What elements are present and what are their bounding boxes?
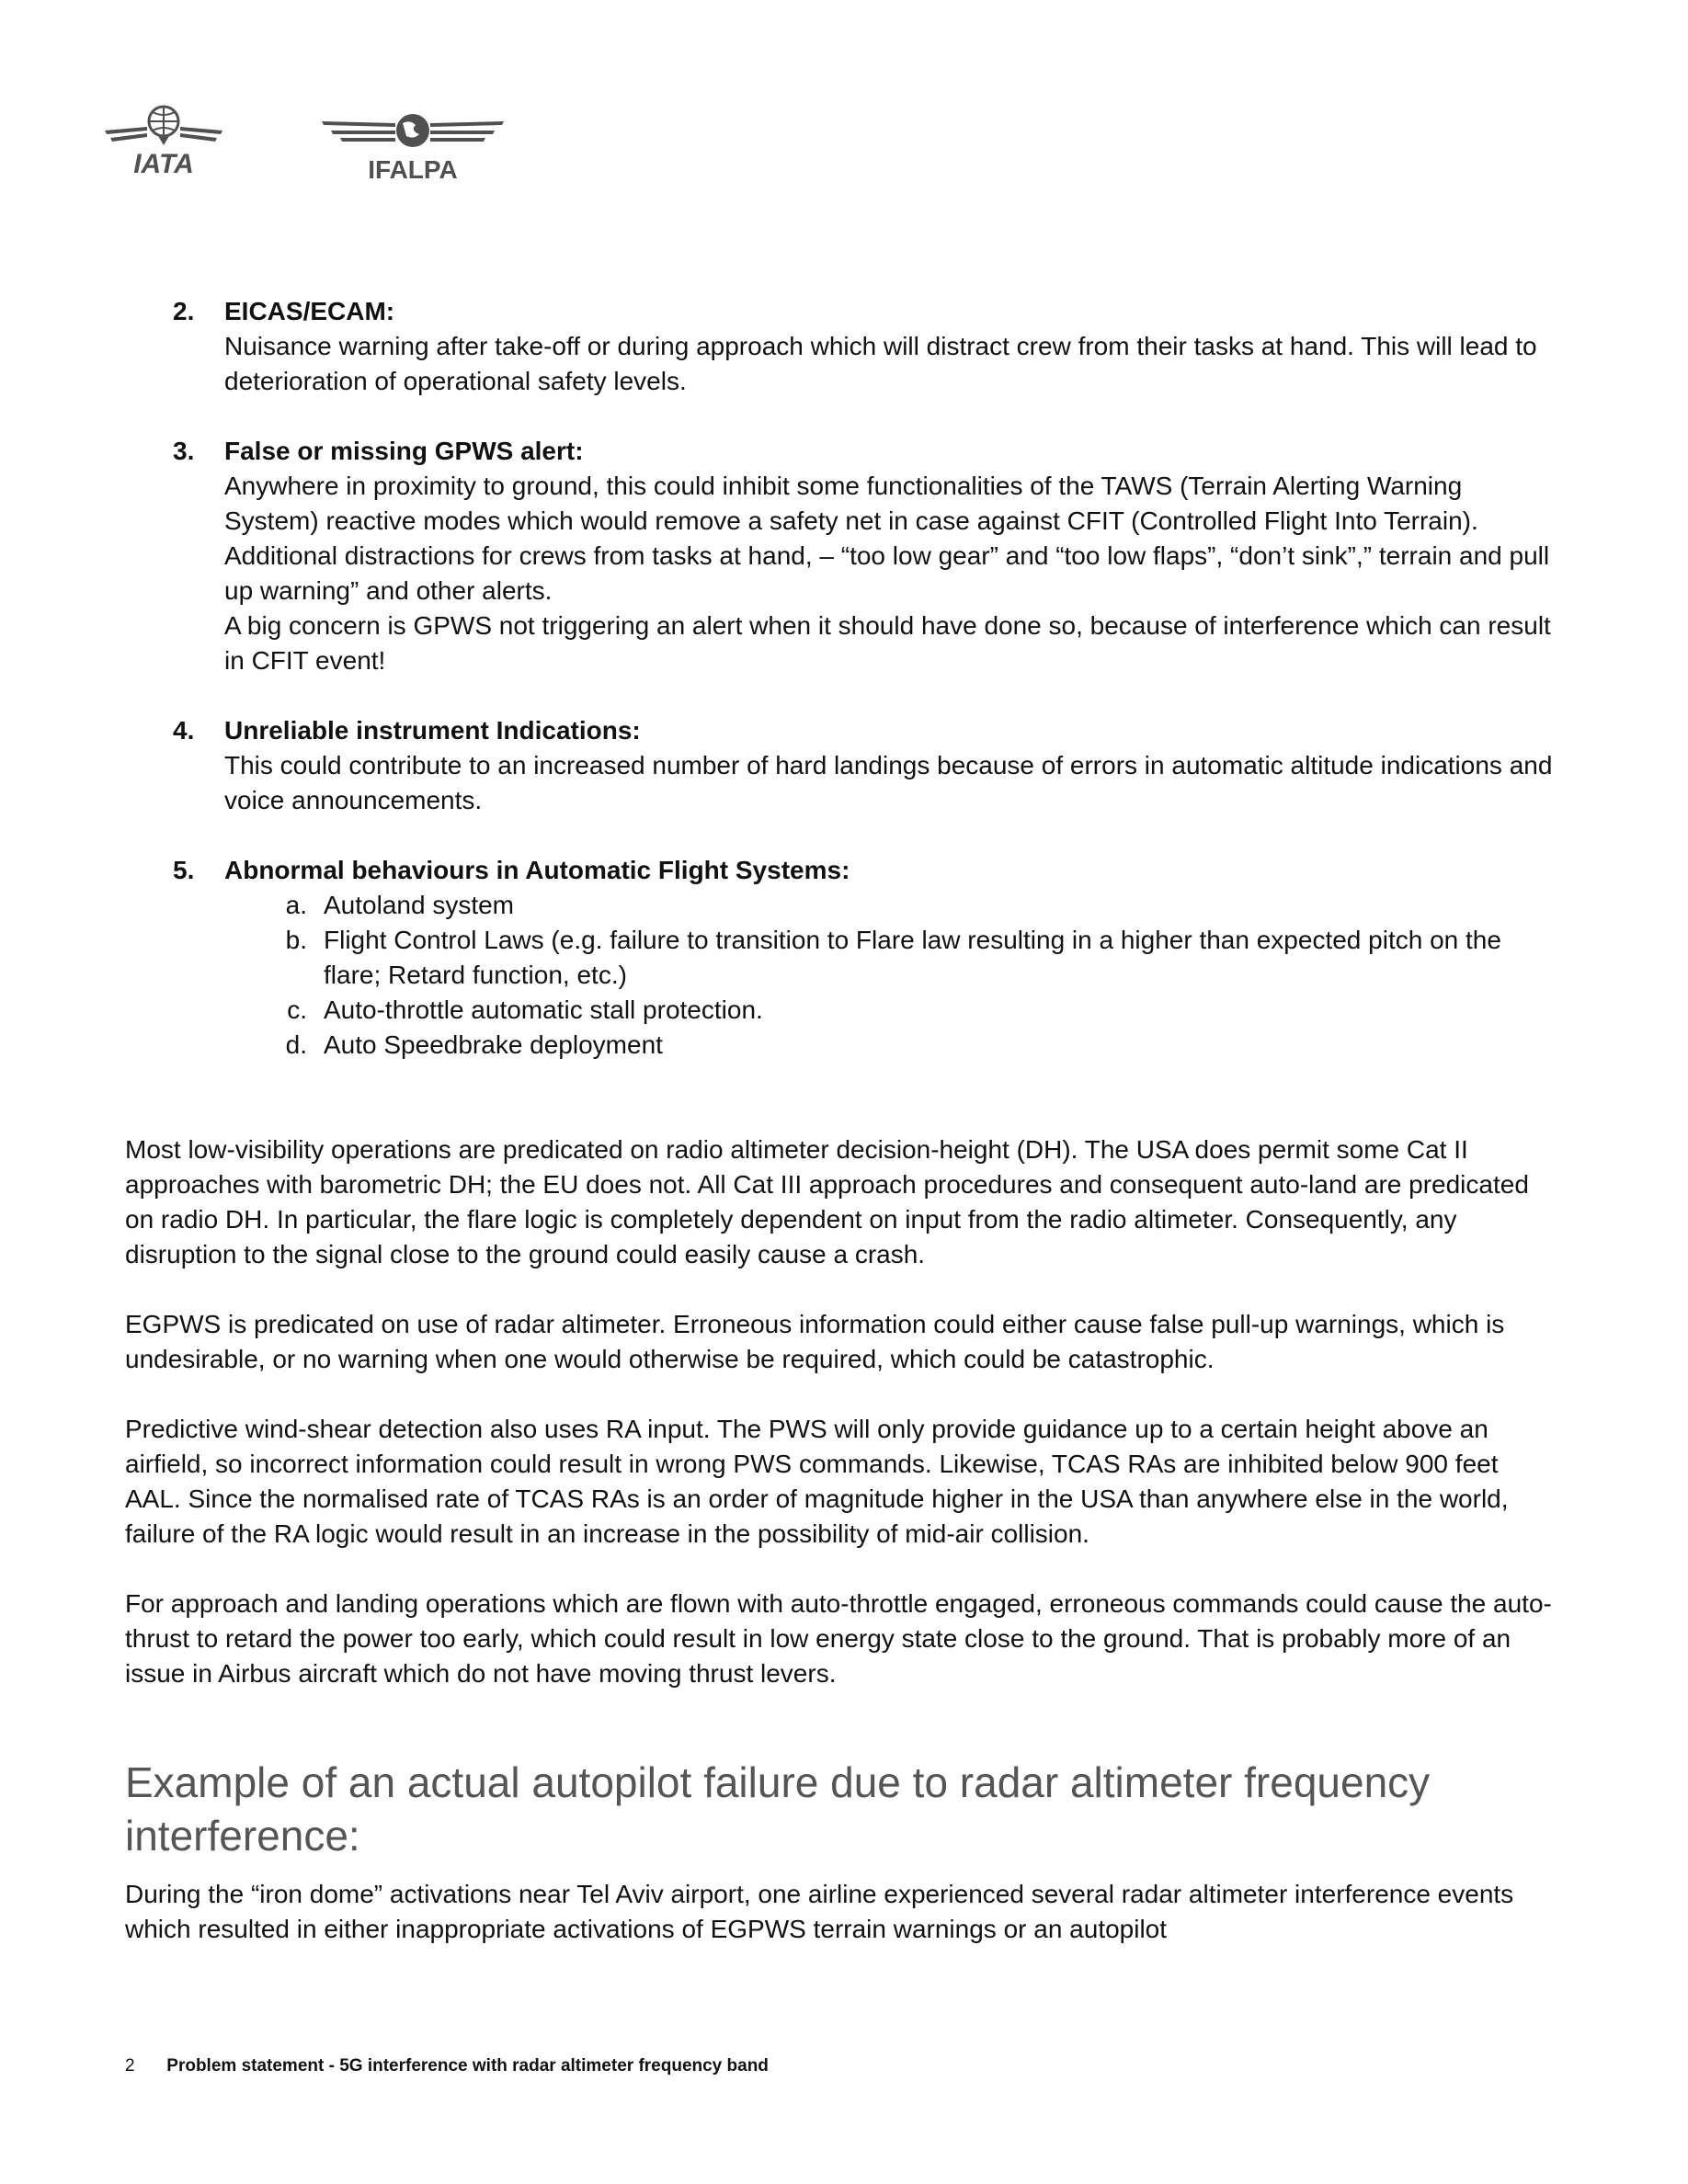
item-title: EICAS/ECAM: (224, 297, 395, 325)
sublist-item (224, 923, 1559, 993)
document-body (125, 294, 1559, 1982)
item-number: 4. (173, 716, 195, 745)
item-text: Additional distractions for crews from tasks at hand, – “too low gear” and “too low flaps”, “don’t sink”,” terrain and pull up warning” and other alerts. (224, 541, 1550, 605)
paragraph-windshear: Predictive wind-shear detection also uses RA input. The PWS will only provide guidance up to a certain height above an airfield, so incorrect information could result in wrong PWS commands. Likewise, TCAS RAs are inhibited below 900 feet AAL. Since the normalised rate of TCAS RAs is an order of magnitude higher in the USA than anywhere else in the world, failure of the RA logic would result in an increase in the possibility of mid-air collision. (125, 1415, 1509, 1548)
ifalpa-logo-text: IFALPA (368, 155, 458, 184)
item-number: 5. (173, 856, 195, 884)
sublist-item (224, 993, 1559, 1028)
sublist-item (224, 1028, 1559, 1063)
section-heading: Example of an actual autopilot failure due to radar altimeter frequency interference: (125, 1758, 1431, 1860)
paragraph-low-visibility: Most low-visibility operations are predicated on radio altimeter decision-height (DH). The USA does permit some Cat II approaches with barometric DH; the EU does not. All Cat III approach procedures and consequent auto-land are predicated on radio DH. In particular, the flare logic is completely dependent on input from the radio altimeter. Consequently, any disruption to the signal close to the ground could easily cause a crash. (125, 1135, 1529, 1268)
impact-list (125, 294, 1559, 1063)
item-title: Unreliable instrument Indications: (224, 716, 641, 745)
list-item-afs (125, 853, 1559, 1063)
iata-logo (103, 99, 224, 176)
sublist-text: Auto-throttle automatic stall protection. (324, 995, 763, 1024)
section-body: During the “iron dome” activations near Tel Aviv airport, one airline experienced several radar altimeter interference events which resulted in either inappropriate activations of EGPWS terrain warnings or an autopilot (125, 1880, 1514, 1943)
sublist-text: Auto Speedbrake deployment (324, 1030, 663, 1059)
item-text: Nuisance warning after take-off or during approach which will distract crew from their tasks at hand. This will lead to deterioration of operational safety levels. (224, 332, 1537, 395)
item-text: Anywhere in proximity to ground, this could inhibit some functionalities of the TAWS (Terrain Alerting Warning System) reactive modes which would remove a safety net in case against CFIT (Controlled Flight Into Terrain). (224, 472, 1478, 535)
list-item-gpws (125, 434, 1559, 678)
item-number: 3. (173, 437, 195, 465)
footer-title: Problem statement - 5G interference with radar altimeter frequency band (166, 2056, 769, 2076)
list-item-instruments (125, 713, 1559, 818)
list-item-eicas (125, 294, 1559, 399)
item-title: Abnormal behaviours in Automatic Flight Systems: (224, 856, 850, 884)
sublist-text: Flight Control Laws (e.g. failure to transition to Flare law resulting in a higher than expected pitch on the flare; Retard function, etc.) (324, 926, 1501, 989)
sublist-letter: a. (285, 891, 307, 919)
paragraph-autothrottle: For approach and landing operations which are flown with auto-throttle engaged, erroneous commands could cause the auto-thrust to retard the power too early, which could result in low energy state close to the ground. That is probably more of an issue in Airbus aircraft which do not have moving thrust levers. (125, 1589, 1552, 1688)
sublist-letter: b. (285, 926, 307, 954)
afs-sublist (224, 888, 1559, 1063)
ifalpa-logo (318, 108, 508, 186)
iata-logo-text: IATA (133, 149, 194, 176)
item-text: A big concern is GPWS not triggering an alert when it should have done so, because of interference which can result in CFIT event! (224, 611, 1551, 675)
sublist-letter: c. (287, 995, 307, 1024)
item-title: False or missing GPWS alert: (224, 437, 584, 465)
item-text: This could contribute to an increased number of hard landings because of errors in automatic altitude indications and voice announcements. (224, 751, 1553, 814)
sublist-letter: d. (285, 1030, 307, 1059)
sublist-text: Autoland system (324, 891, 514, 919)
item-number: 2. (173, 297, 195, 325)
page-number: 2 (125, 2056, 135, 2076)
page-footer (125, 2055, 769, 2077)
sublist-item (224, 888, 1559, 923)
body-paragraphs (125, 1132, 1559, 1691)
paragraph-egpws: EGPWS is predicated on use of radar altimeter. Erroneous information could either cause false pull-up warnings, which is undesirable, or no warning when one would otherwise be required, which could be catastrophic. (125, 1310, 1505, 1373)
